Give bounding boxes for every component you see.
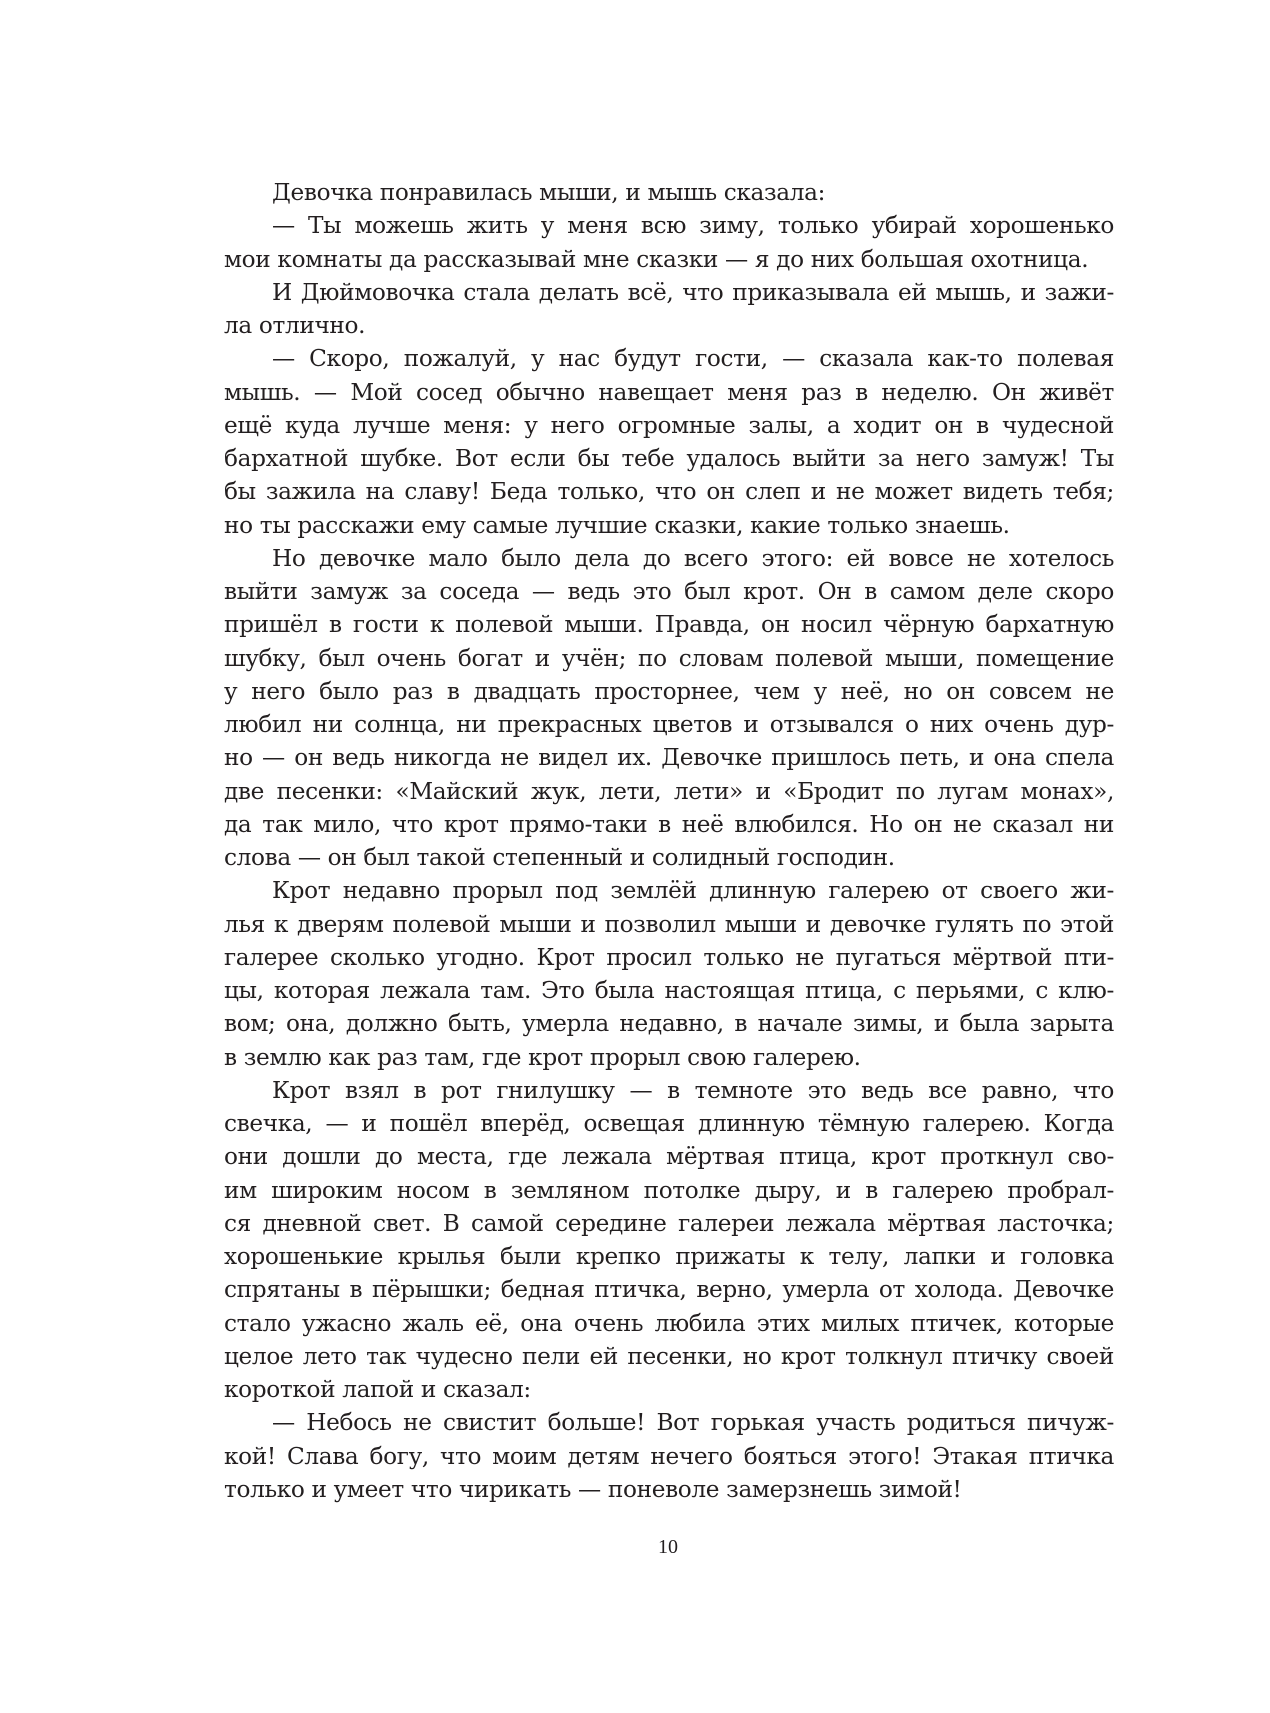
text-line: короткой лапой и сказал: bbox=[224, 1376, 531, 1403]
text-line: бы зажила на славу! Беда только, что он слеп и не может видеть тебя; bbox=[224, 478, 1114, 506]
text-line: но — он ведь никогда не видел их. Девочке пришлось петь, и она спела bbox=[224, 744, 1114, 772]
text-line: Девочка понравилась мыши, и мышь сказала: bbox=[272, 179, 826, 206]
text-line: И Дюймовочка стала делать всё, что приказывала ей мышь, и зажи- bbox=[272, 278, 1114, 306]
page-number: 10 bbox=[658, 1536, 678, 1558]
text-line: — Ты можешь жить у меня всю зиму, только убирай хорошенько bbox=[272, 212, 1114, 240]
paragraph bbox=[224, 276, 1114, 343]
text-line: цы, которая лежала там. Это была настоящая птица, с перьями, с клю- bbox=[224, 977, 1114, 1004]
text-line: — Небось не свистит больше! Вот горькая участь родиться пичуж- bbox=[272, 1409, 1114, 1437]
body-text bbox=[224, 176, 1114, 1506]
text-line: стало ужасно жаль её, она очень любила этих милых птичек, которые bbox=[224, 1309, 1114, 1337]
text-line: спрятаны в пёрышки; бедная птичка, верно, умерла от холода. Девочке bbox=[224, 1276, 1114, 1304]
text-line: в землю как раз там, где крот прорыл свою галерею. bbox=[224, 1043, 861, 1071]
text-line: слова — он был такой степенный и солидный господин. bbox=[224, 844, 895, 871]
text-line: свечка, — и пошёл вперёд, освещая длинную тёмную галерею. Когда bbox=[224, 1110, 1114, 1137]
text-line: Но девочке мало было дела до всего этого: ей вовсе не хотелось bbox=[272, 544, 1114, 572]
paragraph bbox=[224, 874, 1114, 1074]
text-line: шубку, был очень богат и учён; по словам полевой мыши, помещение bbox=[224, 644, 1114, 672]
text-line: ся дневной свет. В самой середине галереи лежала мёртвая ласточка; bbox=[224, 1209, 1114, 1237]
text-line: кой! Слава богу, что моим детям нечего бояться этого! Этакая птичка bbox=[224, 1442, 1114, 1470]
text-line: они дошли до места, где лежала мёртвая птица, крот проткнул сво- bbox=[224, 1143, 1114, 1171]
text-line: у него было раз в двадцать просторнее, чем у неё, но он совсем не bbox=[224, 677, 1114, 705]
paragraph bbox=[224, 542, 1114, 875]
text-line: две песенки: «Майский жук, лети, лети» и «Бродит по лугам монах», bbox=[224, 777, 1114, 805]
text-line: ла отлично. bbox=[224, 312, 366, 339]
text-line: Крот взял в рот гнилушку — в темноте это ведь все равно, что bbox=[272, 1076, 1114, 1104]
text-line: галерее сколько угодно. Крот просил только не пугаться мёртвой пти- bbox=[224, 943, 1114, 971]
text-line: — Скоро, пожалуй, у нас будут гости, — сказала как-то полевая bbox=[272, 345, 1114, 373]
text-line: целое лето так чудесно пели ей песенки, но крот толкнул птичку своей bbox=[224, 1342, 1114, 1370]
text-line: мышь. — Мой сосед обычно навещает меня раз в неделю. Он живёт bbox=[224, 378, 1114, 406]
text-line: да так мило, что крот прямо-таки в неё влюбился. Но он не сказал ни bbox=[224, 810, 1114, 838]
text-line: но ты расскажи ему самые лучшие сказки, какие только знаешь. bbox=[224, 511, 1010, 539]
text-line: мои комнаты да рассказывай мне сказки — я до них большая охотница. bbox=[224, 245, 1089, 273]
paragraph bbox=[224, 1074, 1114, 1407]
text-line: пришёл в гости к полевой мыши. Правда, он носил чёрную бархатную bbox=[224, 611, 1114, 639]
text-line: любил ни солнца, ни прекрасных цветов и отзывался о них очень дур- bbox=[224, 711, 1114, 738]
text-line: вом; она, должно быть, умерла недавно, в начале зимы, и была зарыта bbox=[224, 1010, 1114, 1038]
text-line: только и умеет что чирикать — поневоле замерзнешь зимой! bbox=[224, 1475, 962, 1503]
text-line: Крот недавно прорыл под землёй длинную галерею от своего жи- bbox=[272, 877, 1114, 905]
text-line: бархатной шубке. Вот если бы тебе удалось выйти за него замуж! Ты bbox=[224, 445, 1114, 472]
text-line: ещё куда лучше меня: у него огромные залы, а ходит он в чудесной bbox=[224, 411, 1114, 439]
text-line: хорошенькие крылья были крепко прижаты к телу, лапки и головка bbox=[224, 1243, 1114, 1270]
text-line: им широким носом в земляном потолке дыру, и в галерею пробрал- bbox=[224, 1176, 1114, 1204]
text-line: выйти замуж за соседа — ведь это был крот. Он в самом деле скоро bbox=[224, 578, 1114, 605]
paragraph bbox=[224, 209, 1114, 276]
paragraph bbox=[224, 176, 1114, 209]
paragraph bbox=[224, 342, 1114, 542]
paragraph bbox=[224, 1406, 1114, 1506]
text-line: лья к дверям полевой мыши и позволил мыши и девочке гулять по этой bbox=[224, 910, 1114, 938]
